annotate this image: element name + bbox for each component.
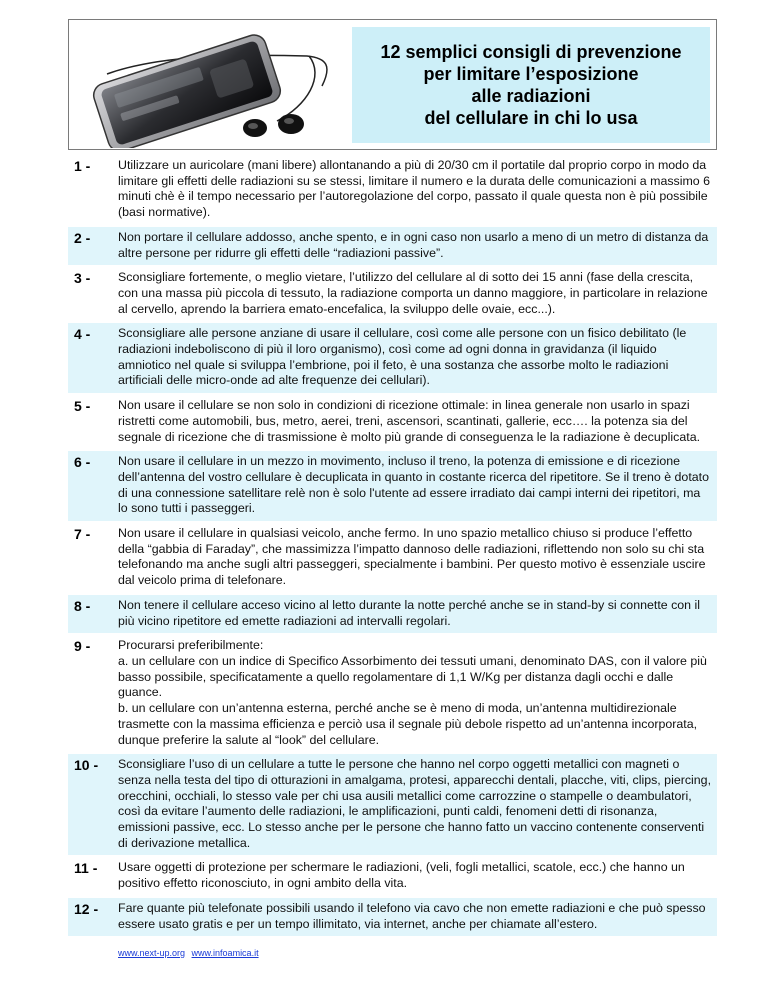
next-up-link[interactable]: www.next-up.org [118,948,186,958]
advice-item-2 [68,227,717,265]
item-text: Sconsigliare l’uso di un cellulare a tutte le persone che hanno nel corpo oggetti metallici con magneti o senza nella testa del tipo di otturazioni in amalgama, protesi, apparecchi dentali, placche, viti, clips, piercing, orecchini, occhiali, lo stesso vale per chi usa ausili metallici come carrozzine o stampelle o deambulatori, così da evitare l’aumento delle radiazioni, le amplificazioni, punti caldi, fenomeni detti di risonanza, emissioni passive, ecc. Lo stesso anche per le persone che hanno fatto un vaccino contenente conserventi di derivazione metallica. [118,757,712,850]
item-number: 7 - [74,526,91,543]
item-text: Sconsigliare alle persone anziane di usare il cellulare, così come alle persone con un fisico debilitato (le radiazioni indeboliscono di più il loro organismo), così come ad ogni donna in gravidanza (il liquido amniotico nel quale si sviluppa l’embrione, poi il feto, è una sostanza che assorbe molto le radiazioni artificiali delle micro-onde ad alte frequenze dei cellulari). [118,326,687,388]
advice-item-8 [68,595,717,633]
item-text: Non usare il cellulare se non solo in condizioni di ricezione ottimale: in linea generale non usarlo in spazi ristretti come automobili, bus, metro, aerei, treni, ascensori, scantinati, gallerie, ecc…. la potenza sia del segnale di ricezione che di trasmissione è molto più grande di conseguenza le la radiazione è decuplicata. [118,398,701,444]
advice-item-10 [68,754,717,855]
advice-item-6 [68,451,717,521]
advice-list [68,155,717,938]
item-number: 6 - [74,454,91,471]
item-number: 3 - [74,270,91,287]
item-text: Non usare il cellulare in un mezzo in movimento, incluso il treno, la potenza di emissione e di ricezione dell’antenna del vostro cellulare è decuplicata in quanto in costante ricerca del ripetitore. Se il treno è dotato di una connessione satellitare relè non è solo l'utente ad essere irradiato dai campi interni dei ripetitori, ma lo sono tutti i passeggeri. [118,454,709,516]
item-text: Non usare il cellulare in qualsiasi veicolo, anche fermo. In uno spazio metallico chiuso si produce l’effetto della “gabbia di Faraday”, che massimizza l’impatto dannoso delle radiazioni, riflettendo non solo su chi sta telefonando ma anche sugli altri passeggeri, specialmente i bambini. Per questo motivo è essenziale uscire dal veicolo prima di telefonare. [118,526,706,588]
item-number: 8 - [74,597,91,614]
item-number: 12 - [74,900,99,917]
item-number: 4 - [74,326,91,343]
advice-item-9 [68,635,717,752]
infoamica-link[interactable]: www.infoamica.it [191,948,259,958]
item-number: 10 - [74,757,99,774]
title-line-1: 12 semplici consigli di prevenzione [380,42,682,62]
advice-item-4 [68,323,717,393]
item-text: Non tenere il cellulare acceso vicino al letto durante la notte perché anche se in stand-by si connette con il più vicino ripetitore ed emette radiazioni ad intervalli regolari. [118,597,701,628]
item-text: Procurarsi preferibilmente: a. un cellulare con un indice di Specifico Assorbimento dei tessuti umani, denominato DAS, con il valore più basso possibile, specificatamente a quello regolamentare di 1,1 W/Kg per distanza dagli occhi e dalle guance. b. un cellulare con un’antenna esterna, perché anche se è meno di moda, un’antenna multidirezionale trasmette con la massima efficienza e perciò usa il segnale più debole rispetto ad un’antenna incorporata, dunque preferire la salute al “look” del cellulare. [118,638,707,747]
advice-item-11 [68,857,717,895]
item-number: 9 - [74,638,91,655]
title-line-4: del cellulare in chi lo usa [424,108,638,128]
title-box [352,27,710,143]
item-number: 2 - [74,229,91,246]
advice-item-7 [68,523,717,593]
phone-earphones-image [77,26,339,148]
advice-item-1 [68,155,717,225]
advice-item-3 [68,267,717,321]
item-text: Fare quante più telefonate possibili usando il telefono via cavo che non emette radiazioni e che può spesso essere usato gratis e per un tempo illimitato, via internet, anche per chiamate all’estero. [118,900,706,931]
item-text: Utilizzare un auricolare (mani libere) allontanando a più di 20/30 cm il portatile dal proprio corpo in modo da limitare gli effetti delle radiazioni su se stessi, limitare il numero e la durata delle comunicazioni a massimo 6 minuti chè è il tempo necessario per l’autoregolazione del corpo, passato il quale questa non è più possibile (basi normative). [118,158,711,220]
title-line-2: per limitare l’esposizione [423,64,639,84]
page-title [380,41,681,129]
phone-icon [77,26,339,148]
advice-item-5 [68,395,717,449]
item-number: 5 - [74,398,91,415]
item-text: Sconsigliare fortemente, o meglio vietare, l’utilizzo del cellulare al di sotto dei 15 anni (fase della crescita, con una massa più piccola di tessuto, la radiazione comporta un danno maggiore, in particolare in relazione al cervello, aprendo la barriera emato-encefalica, la sviluppo delle ovaie, ecc...). [118,270,708,316]
item-number: 11 - [74,860,98,877]
item-number: 1 - [74,158,91,174]
item-text: Non portare il cellulare addosso, anche spento, e in ogni caso non usarlo a meno di un metro di distanza da altre persone per ridurre gli effetti delle “radiazioni passive”. [118,229,709,260]
footer-links [118,948,263,958]
header-box [68,19,717,150]
title-line-3: alle radiazioni [471,86,591,106]
item-text: Usare oggetti di protezione per schermare le radiazioni, (veli, fogli metallici, scatole, ecc.) che hanno un positivo effetto riconosciuto, in ogni ambito della vita. [118,860,685,891]
advice-item-12 [68,898,717,936]
